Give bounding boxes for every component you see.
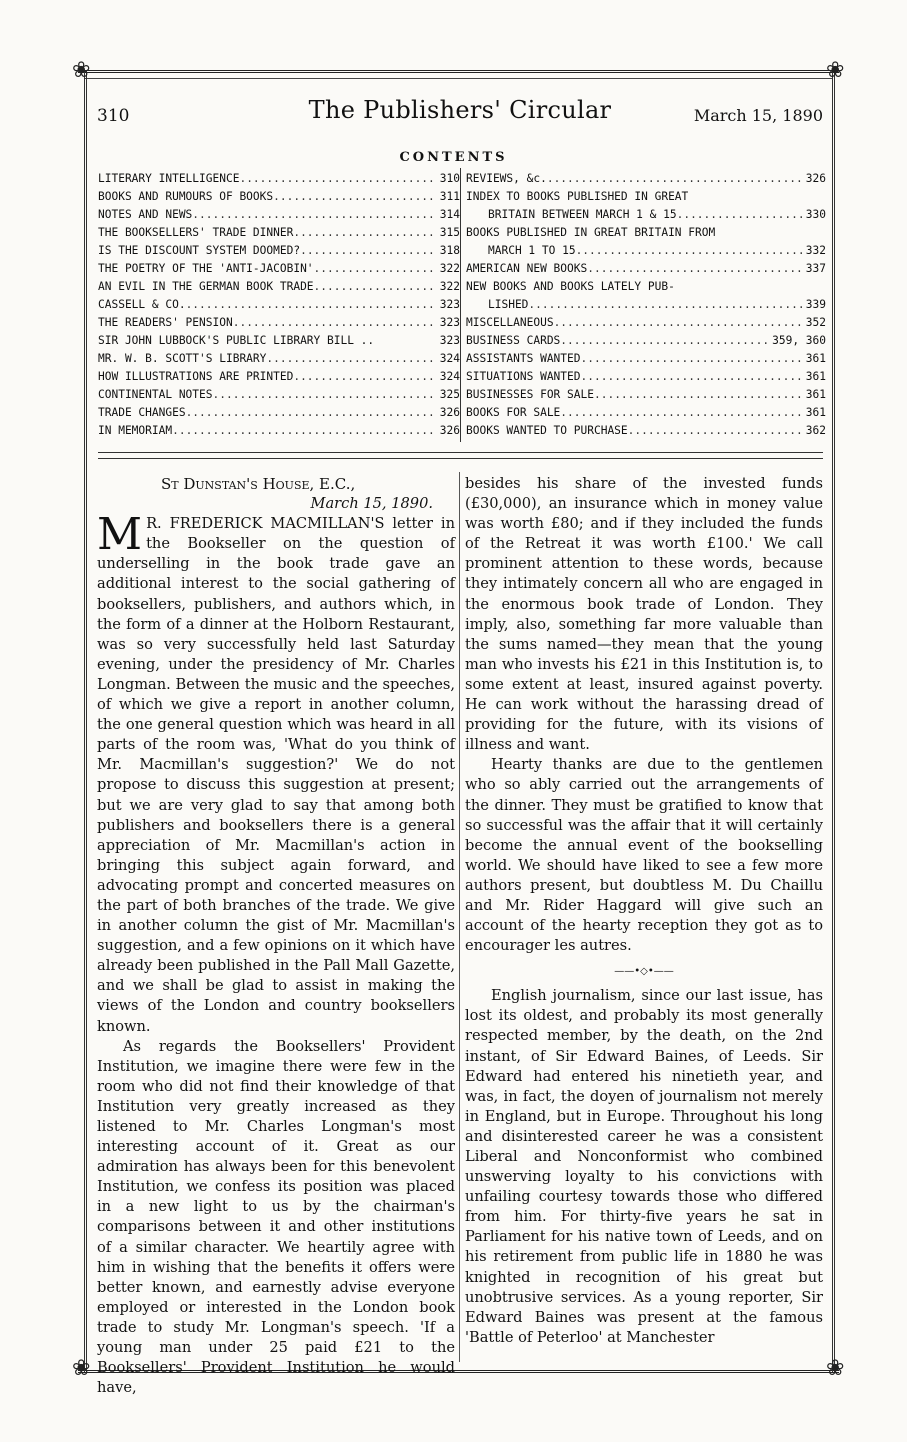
publication-title: The Publishers' Circular: [308, 96, 612, 124]
contents-entry: BOOKS AND RUMOURS OF BOOKS ..... 311: [98, 188, 460, 206]
contents-entry: BUSINESS CARDS ..... 359, 360: [466, 332, 826, 350]
contents-entry: NEW BOOKS AND BOOKS LATELY PUB-: [466, 280, 675, 293]
article-column-right: [465, 474, 823, 1348]
contents-entry: SITUATIONS WANTED ..... 361: [466, 368, 826, 386]
contents-heading: CONTENTS: [399, 150, 508, 165]
contents-entry: MARCH 1 TO 15 ..... 332: [466, 242, 826, 260]
article-column-left: [97, 474, 455, 1398]
article-paragraph: besides his share of the invested funds (£30,000), an insurance which in money value was worth £80; and if they included the funds of the Retreat it was worth £100.' We call prominent attention to these words, because they intimately concern all who are engaged in the enormous book trade of London. They imply, also, something far more valuable than the sums named—they mean that the young man who invests his £21 in this Institution is, to some extent at least, insured against poverty. He can work without the harassing dread of providing for the future, with its visions of illness and want.: [465, 475, 823, 754]
page-header: [95, 96, 825, 130]
contents-entry: AMERICAN NEW BOOKS ..... 337: [466, 260, 826, 278]
article-paragraph: Hearty thanks are due to the gentlemen who so ably carried out the arrangements of the dinner. They must be gratified to know that so successful was the affair that it will certainly become the annual event of the bookselling world. We should have liked to see a few more authors present, but doubtless M. Du Chaillu and Mr. Rider Haggard will give such an account of the hearty reception they got as to encourager les autres.: [465, 756, 823, 955]
contents-entry: LISHED ..... 339: [466, 296, 826, 314]
contents-right-column: [466, 170, 826, 440]
page-number: 310: [97, 106, 130, 126]
top-border-inner-rule: [84, 78, 833, 79]
article-paragraph: As regards the Booksellers' Provident Institution, we imagine there were few in the room who did not find their knowledge of that Institution very greatly increased as they listened to Mr. Charles Longman's most interesting account of it. Great as our admiration has always been for this benevolent Institution, we confess its position was placed in a new light to us by the chairman's comparisons between it and other institutions of a similar character. We heartily agree with him in wishing that the benefits it offers were better known, and earnestly advise everyone employed or interested in the London book trade to study Mr. Longman's speech. 'If a young man under 25 paid £21 to the Booksellers' Provident Institution he would have,: [97, 1037, 455, 1397]
article-column-divider: [459, 472, 460, 1362]
contents-entry: NOTES AND NEWS ..... 314: [98, 206, 460, 224]
contents-entry: BOOKS FOR SALE ..... 361: [466, 404, 826, 422]
contents-entry: IS THE DISCOUNT SYSTEM DOOMED? ..... 318: [98, 242, 460, 260]
contents-entry: LITERARY INTELLIGENCE ..... 310: [98, 170, 460, 188]
contents-entry: THE READERS' PENSION ..... 323: [98, 314, 460, 332]
contents-entry: IN MEMORIAM ..... 326: [98, 422, 460, 440]
corner-ornament-icon: ❀: [826, 1356, 845, 1381]
contents-entry: BRITAIN BETWEEN MARCH 1 & 15 ..... 330: [466, 206, 826, 224]
dateline-place: St Dunstan's House, E.C.,: [161, 475, 356, 493]
contents-entry: THE BOOKSELLERS' TRADE DINNER ..... 315: [98, 224, 460, 242]
section-divider-rule: [98, 458, 823, 459]
contents-entry: MISCELLANEOUS ..... 352: [466, 314, 826, 332]
issue-date: March 15, 1890: [693, 106, 823, 125]
corner-ornament-icon: ❀: [72, 58, 91, 83]
contents-column-divider: [460, 168, 461, 442]
contents-entry: BOOKS WANTED TO PURCHASE ..... 362: [466, 422, 826, 440]
dateline-date: March 15, 1890.: [310, 495, 433, 513]
section-separator-ornament: ——•◇•——: [614, 966, 674, 978]
left-border-rule: [84, 70, 87, 1372]
corner-ornament-icon: ❀: [72, 1356, 91, 1381]
contents-entry: CASSELL & CO. ..... 323: [98, 296, 460, 314]
contents-left-column: [98, 170, 460, 440]
article-paragraph: M R. FREDERICK MACMILLAN'S letter in the Bookseller on the question of underselling in the book trade gave an additional interest to the social gathering of booksellers, publishers, and authors which, in the form of a dinner at the Holborn Restaurant, was so very successfully held last Saturday evening, under the presidency of Mr. Charles Longman. Between the music and the speeches, of which we give a report in another column, the one general question which was heard in all parts of the room was, 'What do you think of Mr. Macmillan's suggestion?' We do not propose to discuss this suggestion at present; but we are very glad to say that among both publishers and booksellers there is a general appreciation of Mr. Macmillan's action in bringing this subject again forward, and advocating prompt and concerted measures on the part of both branches of the trade. We give in another column the gist of Mr. Macmillan's suggestion, and a few opinions on it which have already been published in the Pall Mall Gazette, and we shall be glad to assist in making the views of the London and country booksellers known.: [97, 509, 455, 1035]
contents-entry: THE POETRY OF THE 'ANTI-JACOBIN' ..... 322: [98, 260, 460, 278]
section-divider-rule: [98, 452, 823, 453]
top-border-rule: [78, 70, 839, 73]
article-paragraph: English journalism, since our last issue, has lost its oldest, and probably its most generally respected member, by the death, on the 2nd instant, of Sir Edward Baines, of Leeds. Sir Edward had entered his ninetieth year, and was, in fact, the doyen of journalism not merely in England, but in Europe. Throughout his long and disinterested career he was a consistent Liberal and Nonconformist who combined unswerving loyalty to his convictions with unfailing courtesy towards those who differed from him. For thirty-five years he sat in Parliament for his native town of Leeds, and on his retirement from public life in 1880 he was knighted in recognition of his great but unobtrusive services. As a young reporter, Sir Edward Baines was present at the famous 'Battle of Peterloo' at Manchester: [465, 987, 823, 1346]
contents-entry: BUSINESSES FOR SALE ..... 361: [466, 386, 826, 404]
contents-entry: MR. W. B. SCOTT'S LIBRARY ..... 324: [98, 350, 460, 368]
contents-entry: REVIEWS, &c. ..... 326: [466, 170, 826, 188]
drop-cap: M: [97, 509, 143, 561]
contents-entry: SIR JOHN LUBBOCK'S PUBLIC LIBRARY BILL .. 323: [98, 334, 460, 347]
corner-ornament-icon: ❀: [826, 58, 845, 83]
contents-entry: INDEX TO BOOKS PUBLISHED IN GREAT: [466, 190, 689, 203]
contents-entry: HOW ILLUSTRATIONS ARE PRINTED ..... 324: [98, 368, 460, 386]
right-border-rule: [832, 70, 835, 1372]
contents-entry: BOOKS PUBLISHED IN GREAT BRITAIN FROM: [466, 226, 716, 239]
contents-entry: CONTINENTAL NOTES ..... 325: [98, 386, 460, 404]
contents-entry: AN EVIL IN THE GERMAN BOOK TRADE ..... 322: [98, 278, 460, 296]
contents-entry: TRADE CHANGES ..... 326: [98, 404, 460, 422]
contents-entry: ASSISTANTS WANTED ..... 361: [466, 350, 826, 368]
